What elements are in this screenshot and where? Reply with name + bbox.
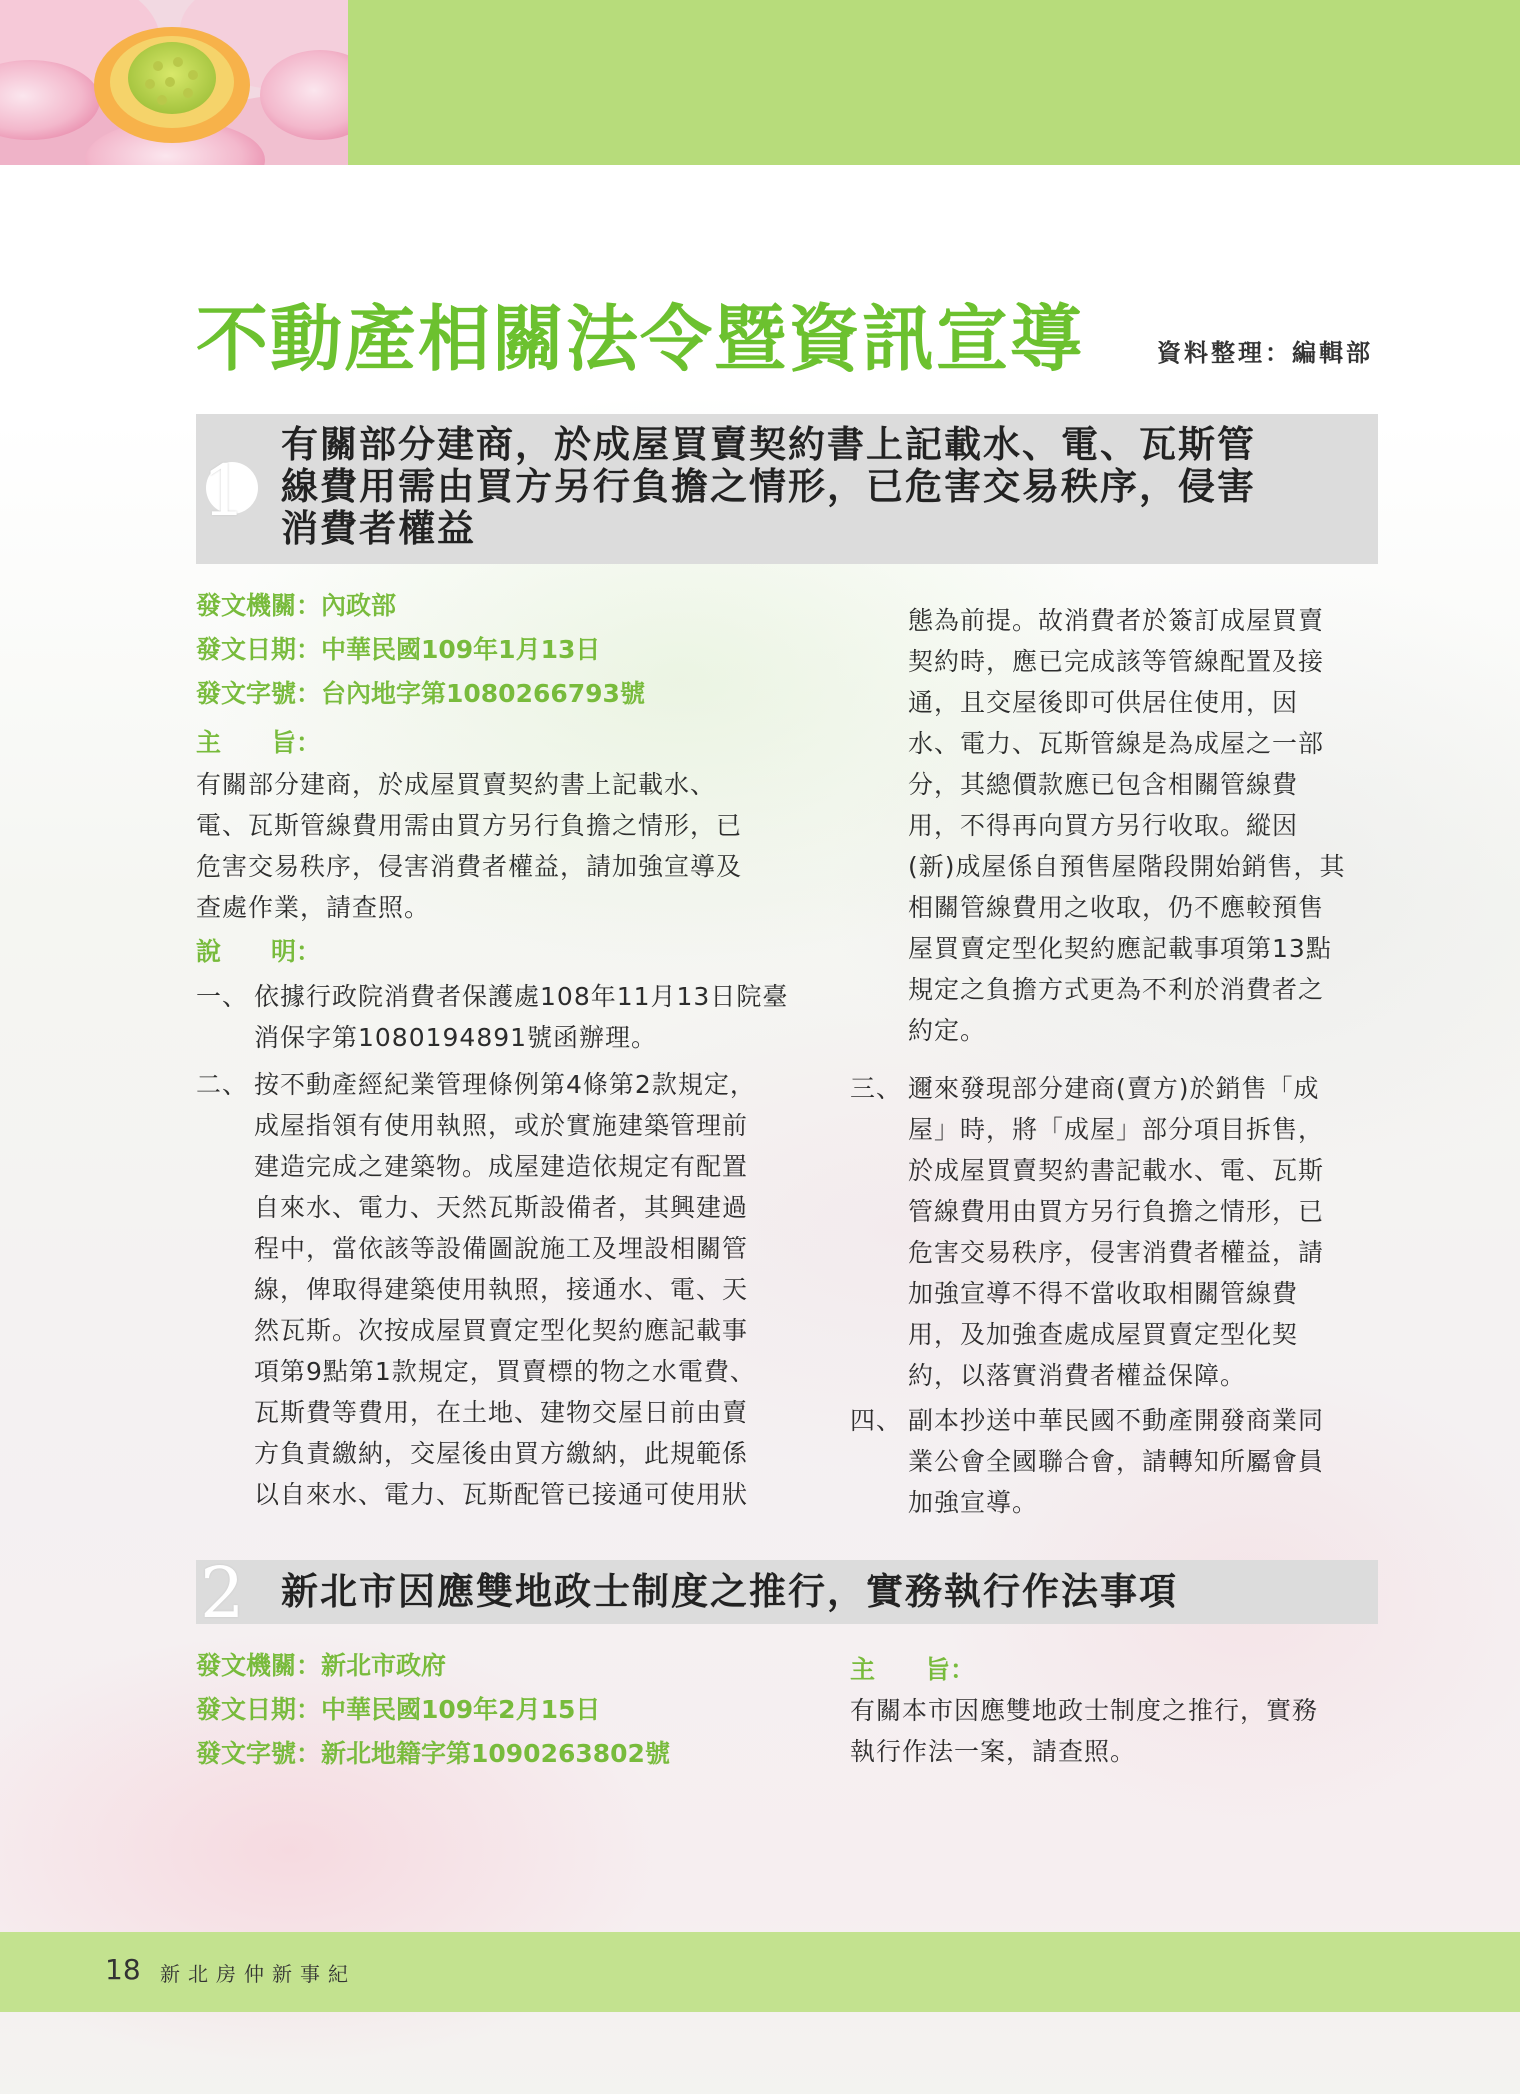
section1-subject [196,764,806,928]
section1-title [281,424,1371,550]
section2-number: 2 [200,1552,245,1634]
item-line: 態為前提。故消費者於簽訂成屋買賣 [908,606,1325,635]
section1-header [196,414,1378,564]
item-line: 程中，當依該等設備圖說施工及埋設相關管 [254,1234,749,1263]
item-line: 線，俾取得建築使用執照，接通水、電、天 [254,1275,749,1304]
explain-item-3 [850,1068,1378,1396]
item-line: 屋」時，將「成屋」部分項目拆售， [908,1115,1325,1144]
item-line: 加強宣導。 [908,1488,1039,1517]
item-line: 通，且交屋後即可供居住使用，因 [908,688,1299,717]
subject-line: 危害交易秩序，侵害消費者權益，請加強宣導及 [196,852,743,881]
section1-doc-no: 發文字號：台內地字第1080266793號 [196,679,645,708]
item-line: 契約時，應已完成該等管線配置及接 [908,647,1325,676]
section2-date: 發文日期：中華民國109年2月15日 [196,1695,601,1724]
item-line: 分，其總價款應已包含相關管線費 [908,770,1299,799]
item-line: 管線費用由買方另行負擔之情形，已 [908,1197,1325,1226]
item-line: 以自來水、電力、瓦斯配管已接通可使用狀 [254,1480,749,1509]
item-line: (新)成屋係自預售屋階段開始銷售，其 [908,852,1346,881]
section1-title-line: 有關部分建商，於成屋買賣契約書上記載水、電、瓦斯管 [281,423,1256,466]
publication-name: 新北房仲新事紀 [160,1962,356,1986]
item-line: 邇來發現部分建商(賣方)於銷售「成 [908,1074,1320,1103]
item-marker: 三、 [850,1074,903,1103]
explain-item-2 [196,1064,806,1515]
item-line: 按不動產經紀業管理條例第4條第2款規定， [254,1070,756,1099]
item-line: 業公會全國聯合會，請轉知所屬會員 [908,1447,1325,1476]
section2-issuer: 發文機關：新北市政府 [196,1651,447,1680]
item-line: 成屋指領有使用執照，或於實施建築管理前 [254,1111,749,1140]
explain-item-2-continued [850,600,1378,1051]
section2-header [196,1552,1378,1634]
item-line: 方負責繳納，交屋後由買方繳納，此規範係 [254,1439,749,1468]
section2-subject [850,1690,1378,1772]
item-line: 水、電力、瓦斯管線是為成屋之一部 [908,729,1325,758]
item-line: 消保字第1080194891號函辦理。 [254,1023,658,1052]
page-number: 18 [105,1953,141,1986]
explain-item-4 [850,1400,1378,1523]
subject-line: 查處作業，請查照。 [196,893,431,922]
item-line: 瓦斯費等費用，在土地、建物交屋日前由賣 [254,1398,749,1427]
item-marker: 二、 [196,1070,249,1099]
item-line: 相關管線費用之收取，仍不應較預售 [908,893,1325,922]
item-line: 建造完成之建築物。成屋建造依規定有配置 [254,1152,749,1181]
item-line: 約，以落實消費者權益保障。 [908,1361,1247,1390]
item-line: 約定。 [908,1016,987,1045]
item-line: 自來水、電力、天然瓦斯設備者，其興建過 [254,1193,749,1222]
lotus-image [0,0,348,165]
item-line: 依據行政院消費者保護處108年11月13日院臺 [254,982,789,1011]
item-line: 規定之負擔方式更為不利於消費者之 [908,975,1325,1004]
item-marker: 四、 [850,1406,903,1435]
item-line: 然瓦斯。次按成屋買賣定型化契約應記載事 [254,1316,749,1345]
item-line: 用，及加強查處成屋買賣定型化契 [908,1320,1299,1349]
item-line: 於成屋買賣契約書記載水、電、瓦斯 [908,1156,1325,1185]
section1-subject-label: 主 旨： [196,728,322,757]
item-line: 項第9點第1款規定，買賣標的物之水電費、 [254,1357,756,1386]
item-line: 用，不得再向買方另行收取。縱因 [908,811,1299,840]
item-line: 副本抄送中華民國不動產開發商業同 [908,1406,1325,1435]
compiled-by: 資料整理：編輯部 [1157,339,1373,367]
item-line: 屋買賣定型化契約應記載事項第13點 [908,934,1332,963]
section2-doc-no: 發文字號：新北地籍字第1090263802號 [196,1739,670,1768]
subject-line: 有關部分建商，於成屋買賣契約書上記載水、 [196,770,717,799]
item-marker: 一、 [196,982,249,1011]
explain-item-1 [196,976,806,1058]
section1-number: 1 [202,450,247,532]
section2-title: 新北市因應雙地政士制度之推行，實務執行作法事項 [281,1570,1178,1613]
section1-date: 發文日期：中華民國109年1月13日 [196,635,601,664]
subject-line: 執行作法一案，請查照。 [850,1737,1137,1766]
section1-explain-label: 說 明： [196,937,322,966]
item-line: 危害交易秩序，侵害消費者權益，請 [908,1238,1325,1267]
section1-issuer: 發文機關：內政部 [196,591,397,620]
subject-line: 有關本市因應雙地政士制度之推行，實務 [850,1696,1319,1725]
section1-title-line: 線費用需由買方另行負擔之情形，已危害交易秩序，侵害 [281,465,1256,508]
page-title: 不動產相關法令暨資訊宣導 [196,297,1085,381]
item-line: 加強宣導不得不當收取相關管線費 [908,1279,1299,1308]
section2-subject-label: 主 旨： [850,1655,976,1684]
section1-title-line: 消費者權益 [281,507,476,550]
subject-line: 電、瓦斯管線費用需由買方另行負擔之情形，已 [196,811,743,840]
